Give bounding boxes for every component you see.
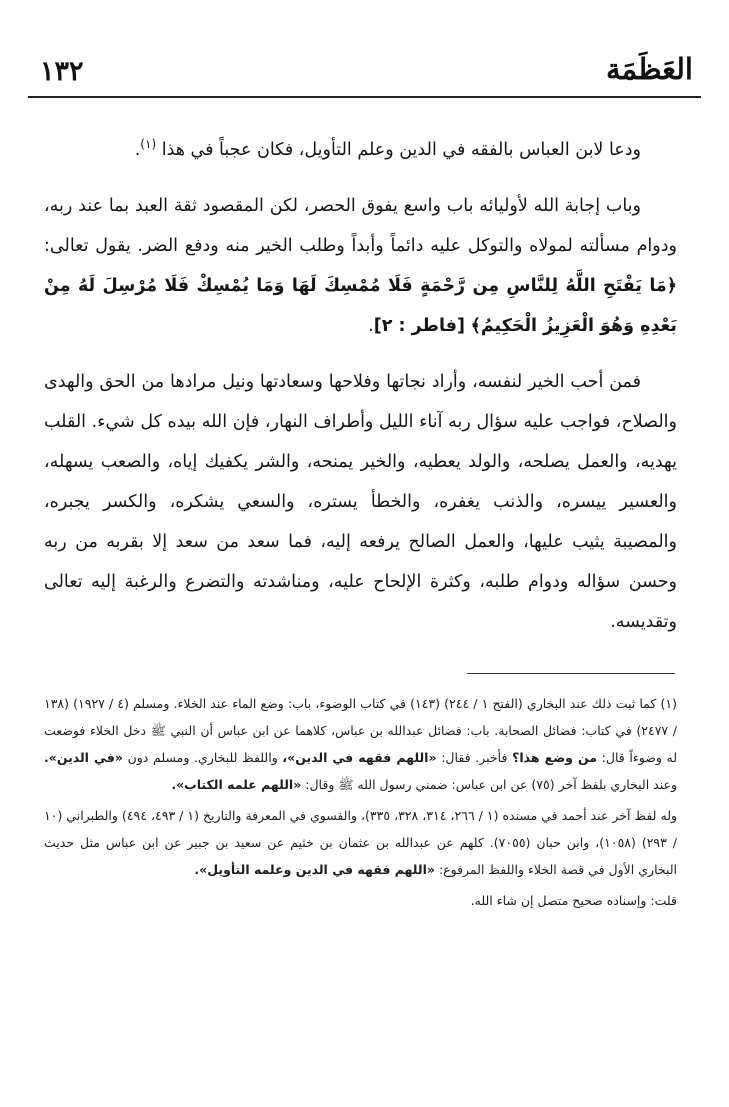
page-number: ١٣٢ bbox=[40, 56, 84, 87]
quran-verse: ﴿مَا يَفْتَحِ اللَّهُ لِلنَّاسِ مِن رَّحْمَةٍ فَلَا مُمْسِكَ لَهَا وَمَا يُمْسِكْ فَلَا مُرْسِلَ لَهُ مِنْ بَعْدِهِ وَهُوَ الْعَزِيزُ الْحَكِيمُ﴾ bbox=[44, 276, 677, 336]
paragraph-2 bbox=[44, 186, 677, 346]
footnote-1-part-h: «اللهم علمه الكتاب». bbox=[171, 777, 302, 792]
footnote-1-part-d: «اللهم فقهه في الدين»، bbox=[282, 750, 437, 765]
paragraph-1 bbox=[44, 124, 677, 170]
paragraph-1-text: ودعا لابن العباس بالفقه في الدين وعلم التأويل، فكان عجباً في هذا bbox=[161, 140, 641, 160]
footnote-separator bbox=[467, 673, 675, 674]
footnote-author-note: قلت: وإسناده صحيح متصل إن شاء الله. bbox=[470, 893, 677, 908]
header-rule bbox=[28, 96, 701, 98]
footnotes bbox=[44, 690, 677, 914]
paragraph-2-end: . bbox=[368, 316, 374, 336]
paragraph-3-text: فمن أحب الخير لنفسه، وأراد نجاتها وفلاحها وسعادتها ونيل مرادها من الحق والهدى والصلاح، فواجب عليه سؤال ربه آناء الليل وأطراف النهار، فإن الله بيده كل شيء. القلب يهديه، والعمل يصلحه، والولد يعطيه، والخير يمنحه، والشر يكفيك إياه، والصعب يسهله، والعسير ييسره، والذنب يغفره، والخطأ يستره، والسعي يشكره، والكسر يجبره، والمصيبة يثيب عليها، والعمل الصالح يرفعه إليه، فما سعد من سعد إلا بقربه من ربه وحسن سؤاله ودوام طلبه، وكثرة الإلحاح عليه، ومناشدته والتضرع والرغبة إليه تعالى وتقديسه. bbox=[44, 372, 677, 632]
verse-citation: [فاطر : ٢] bbox=[373, 316, 465, 336]
footnote-1-part-f: «في الدين». bbox=[44, 750, 123, 765]
footnote-1 bbox=[44, 690, 677, 798]
footnote-1-part-g: وعند البخاري بلفظ آخر (٧٥) عن ابن عباس: ضمني رسول الله ﷺ وقال: bbox=[305, 777, 677, 792]
paragraph-1-end: . bbox=[134, 140, 141, 160]
paragraph-3 bbox=[44, 362, 677, 642]
running-title: العَظَمَة bbox=[606, 52, 693, 86]
footnote-2-part-b: «اللهم فقهه في الدين وعلمه التأويل». bbox=[194, 862, 435, 877]
main-text bbox=[44, 124, 677, 642]
footnote-1-continued bbox=[44, 802, 677, 883]
footnote-1-part-e: واللفظ للبخاري. ومسلم دون bbox=[127, 750, 278, 765]
paragraph-2-text: وباب إجابة الله لأوليائه باب واسع يفوق الحصر، لكن المقصود ثقة العبد بما عند ربه، ودوام مسألته لمولاه والتوكل عليه دائماً وأبداً وطلب الخير منه ودفع الضر. يقول تعالى: bbox=[44, 196, 677, 256]
page-header bbox=[28, 52, 701, 98]
footnote-1-part-a: (١) كما ثبت ذلك عند البخاري (الفتح ١ / ٢٤٤) (١٤٣) في كتاب الوضوء، باب: وضع الماء عند الخلاء. ومسلم (٤ / ١٩٢٧) (١٣٨ / ٢٤٧٧) في كتاب: فضائل الصحابة. باب: فضائل عبدالله بن عباس، كلاهما عن ابن عباس أن النبي ﷺ دخل الخلاء فوضعت له وضوءاً قال: bbox=[44, 696, 678, 765]
footnote-2-part-a: وله لفظ آخر عند أحمد في مسنده (١ / ٢٦٦، ٣١٤، ٣٢٨، ٣٣٥)، والفسوي في المعرفة والتاريخ (١ / ٤٩٣، ٤٩٤) والطبراني (١٠ / ٢٩٣) (١٠٥٨)، وابن حبان (٧٠٥٥). كلهم عن عبدالله بن عثمان بن خثيم عن سعيد بن جبير عن ابن عباس مثل حديث البخاري الأول في قصة الخلاء واللفظ المرفوع: bbox=[44, 808, 678, 877]
footnote-reference-1: (١) bbox=[140, 137, 157, 151]
footnote-1-part-c: فأخبر. فقال: bbox=[441, 750, 508, 765]
footnote-1-part-b: من وضع هذا؟ bbox=[512, 750, 597, 765]
